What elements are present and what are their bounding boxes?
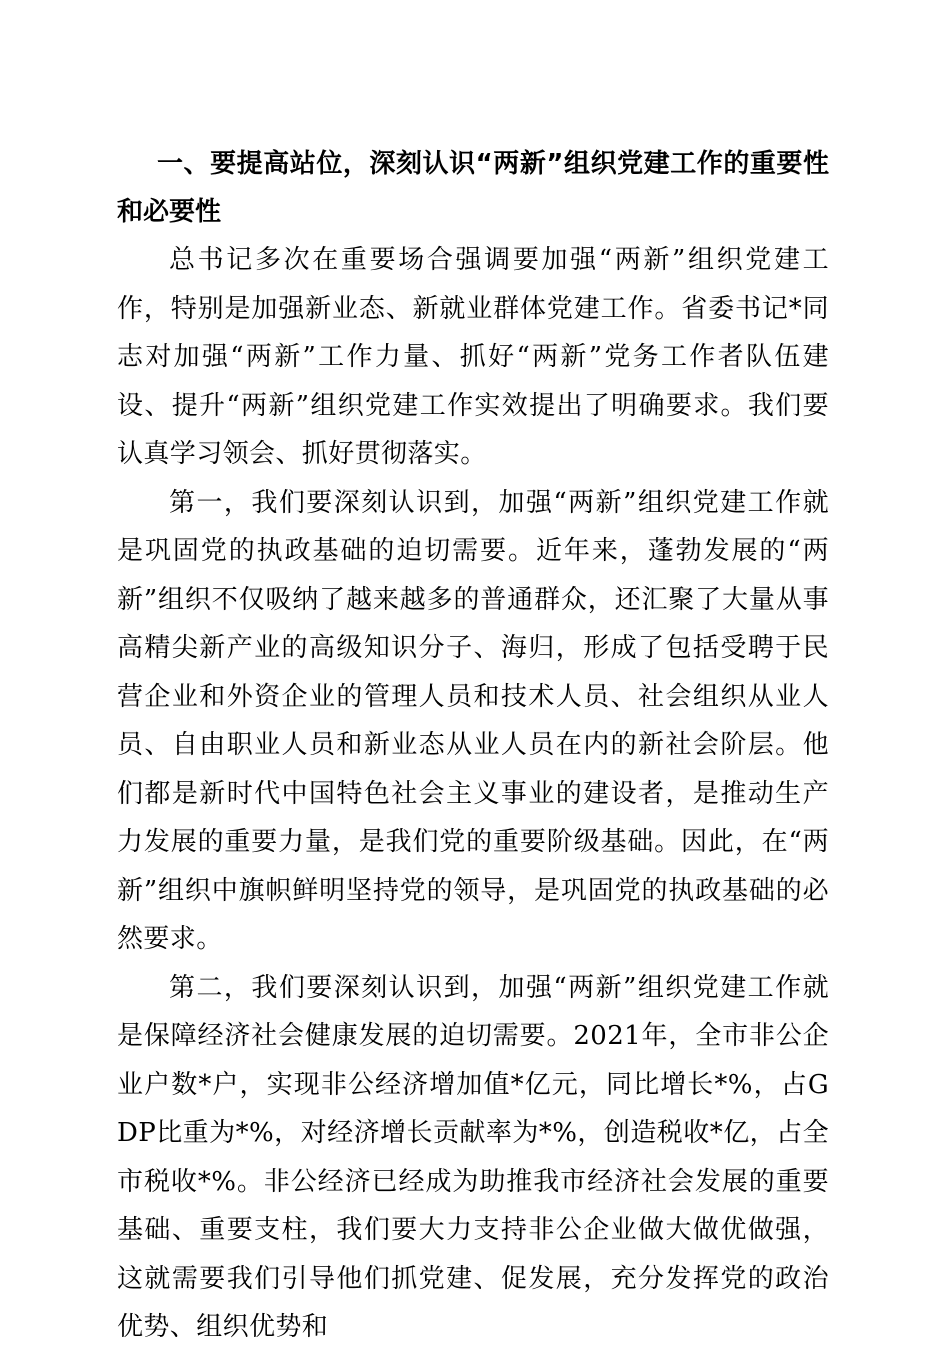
paragraph-second-point: 第二，我们要深刻认识到，加强“两新”组织党建工作就是保障经济社会健康发展的迫切需要。2021年，全市非公企业户数*户，实现非公经济增加值*亿元，同比增长*%，占GDP比重为*%，对经济增长贡献率为*%，创造税收*亿，占全市税收*%。非公经济已经成为助推我市经济社会发展的重要基础、重要支柱，我们要大力支持非公企业做大做优做强，这就需要我们引导他们抓党建、促发展，充分发挥党的政治优势、组织优势和 — [117, 972, 829, 1342]
paragraph-first-point: 第一，我们要深刻认识到，加强“两新”组织党建工作就是巩固党的执政基础的迫切需要。近年来，蓬勃发展的“两新”组织不仅吸纳了越来越多的普通群众，还汇聚了大量从事高精尖新产业的高级知识分子、海归，形成了包括受聘于民营企业和外资企业的管理人员和技术人员、社会组织从业人员、自由职业人员和新业态从业人员在内的新社会阶层。他们都是新时代中国特色社会主义事业的建设者，是推动生产力发展的重要力量，是我们党的重要阶级基础。因此，在“两新”组织中旗帜鲜明坚持党的领导，是巩固党的执政基础的必然要求。 — [117, 487, 829, 954]
document-body — [117, 140, 829, 1352]
section-heading: 一、要提高站位，深刻认识“两新”组织党建工作的重要性和必要性 — [117, 149, 829, 227]
paragraph-intro: 总书记多次在重要场合强调要加强“两新”组织党建工作，特别是加强新业态、新就业群体党建工作。省委书记*同志对加强“两新”工作力量、抓好“两新”党务工作者队伍建设、提升“两新”组织党建工作实效提出了明确要求。我们要认真学习领会、抓好贯彻落实。 — [117, 245, 829, 469]
